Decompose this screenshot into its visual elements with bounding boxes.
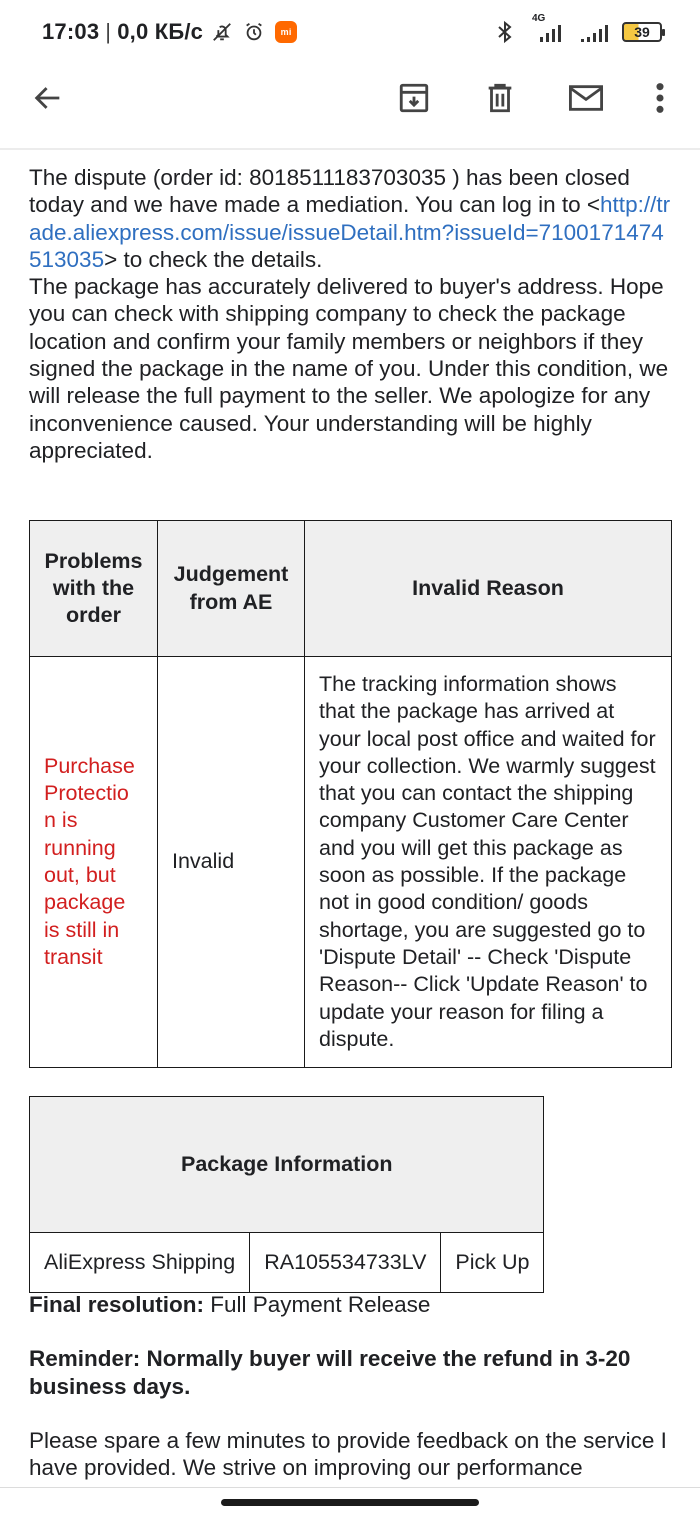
package-header-row: [30, 1097, 544, 1233]
status-left: [42, 19, 299, 45]
issue-detail-link[interactable]: http://trade.aliexpress.com/issue/issueDetail.htm?issueId=7100171474513035: [29, 192, 671, 272]
bell-off-icon: [209, 19, 235, 45]
refund-reminder: Reminder: Normally buyer will receive the refund in 3-20 business days.: [29, 1346, 631, 1399]
mi-badge: mi: [275, 21, 297, 43]
mark-unread-icon: [567, 81, 605, 115]
table-row: [30, 657, 672, 1068]
email-body: [29, 164, 674, 464]
battery-level: 39: [634, 24, 650, 40]
delete-button[interactable]: [472, 70, 528, 126]
delete-icon: [483, 81, 517, 115]
bottom-divider: [0, 1487, 700, 1488]
final-resolution-value: Full Payment Release: [204, 1292, 431, 1317]
table-row: [30, 1233, 544, 1293]
mi-app-icon: [273, 19, 299, 45]
header-problems: Problems with the order: [30, 521, 158, 657]
archive-button[interactable]: [386, 70, 442, 126]
judgement-cell: Invalid: [158, 657, 305, 1068]
email-closing: [29, 1291, 674, 1481]
status-speed: 0,0 КБ/с: [117, 19, 204, 44]
bluetooth-icon: [492, 19, 518, 45]
delivery-paragraph: The package has accurately delivered to buyer's address. Hope you can check with shipping company to check the package location and confirm your family members or neighbors if they signed the package in the name of you. Under this condition, we will release the full payment to the seller. We apologize for any inconvenience caused. Your understanding will be highly appreciated.: [29, 274, 669, 463]
dispute-table: [29, 520, 672, 1068]
battery-icon: [622, 22, 662, 42]
status-cell: Pick Up: [441, 1233, 544, 1293]
carrier-cell: AliExpress Shipping: [30, 1233, 250, 1293]
status-right: [492, 13, 662, 45]
final-resolution: [29, 1291, 674, 1318]
tracking-cell: RA105534733LV: [250, 1233, 441, 1293]
network-label: 4G: [532, 13, 546, 24]
feedback-paragraph: Please spare a few minutes to provide feedback on the service I have provided. We strive on improving our performance: [29, 1427, 667, 1481]
problem-cell: Purchase Protectio n is running out, but package is still in transit: [30, 657, 158, 1068]
header-invalid-reason: Invalid Reason: [305, 521, 672, 657]
package-table: [29, 1096, 544, 1293]
dispute-paragraph: [29, 164, 674, 273]
signal-4g-icon: [528, 13, 568, 45]
home-indicator[interactable]: [221, 1499, 479, 1506]
alarm-icon: [241, 19, 267, 45]
signal-icon: [578, 19, 612, 45]
more-vert-icon: [655, 81, 665, 115]
table-header-row: [30, 521, 672, 657]
dispute-text-end: > to check the details.: [104, 246, 323, 272]
final-resolution-label: Final resolution:: [29, 1292, 205, 1317]
mark-unread-button[interactable]: [558, 70, 614, 126]
email-toolbar: [0, 64, 700, 150]
status-separator: |: [105, 19, 112, 44]
dispute-text: The dispute (order id: 8018511183703035 ) has been closed today and we have made a mediation. You can log in to <: [29, 165, 630, 218]
archive-icon: [397, 81, 431, 115]
status-time: 17:03: [42, 19, 100, 44]
more-options-button[interactable]: [632, 70, 688, 126]
reason-cell: The tracking information shows that the package has arrived at your local post office and waited for your collection. We warmly suggest that you can contact the shipping company Customer Care Center and you will get this package as soon as possible. If the package not in good condition/ goods shortage, you are suggested go to 'Dispute Detail' -- Check 'Dispute Reason-- Click 'Update Reason' to update your reason for filing a dispute.: [305, 657, 672, 1068]
back-arrow-icon: [31, 81, 65, 115]
package-header: Package Information: [30, 1097, 544, 1233]
header-judgement: Judgement from AE: [158, 521, 305, 657]
back-button[interactable]: [20, 70, 76, 126]
status-bar: [0, 0, 700, 64]
